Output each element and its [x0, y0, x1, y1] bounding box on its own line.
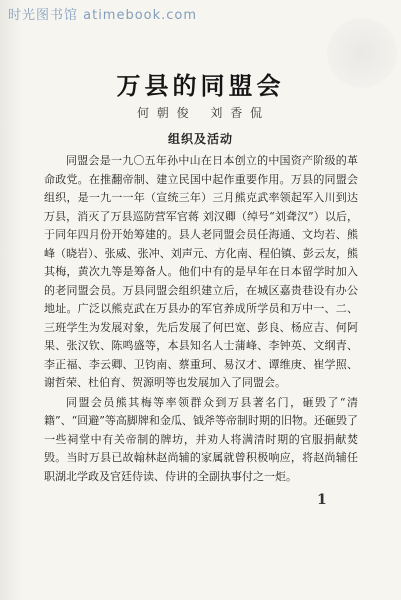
site-watermark: 时光图书馆 atimebook.com	[8, 8, 198, 23]
paragraph: 同盟会是一九〇五年孙中山在日本创立的中国资产阶级的革命政党。在推翻帝制、建立民国中起作重要作用。万县的同盟会组织，是一九一一年（宣统三年）三月熊克武率领起军入川到达万县，消灭了万县巡防营军官蒋 刘汉卿（绰号“刘聋汉”）以后，于同年四月份开始筹建的。县人老同盟会员任海通、文均若、熊峰（晓岩）、张威、张冲、刘声元、方化南、程伯镇、彭云友，熊其梅，黄次九等是筹备人。他们中有的是早年在日本留学时加入的老同盟会员。万县同盟会组织建立后，在城区嘉贵巷设有办公地址。广泛以熊克武在万县办的军官养成所学员和万中一、二、三班学生为发展对象，先后发展了何巴宽、彭良、杨应吉、何阿果、张汉钦、陈鸣盛等，本县知名人士蒲峰、李钟英、文纲青、李正福、李云卿、卫钧南、蔡重珂、易汉才、谭维庚、崔学照、谢哲荣、杜伯育、贺源明等也发展加入了同盟会。	[44, 154, 358, 389]
paragraph: 同盟会员熊其梅等率领群众到万县著名门，砸毁了“清籍”、“回避”等高脚牌和金瓜、钺斧等帝制时期的旧物。还砸毁了一些祠堂中有关帝制的牌坊，并劝人将满清时期的官服捐献焚毁。当时万县已故翰林赵尚辅的家属就曾积极响应，将赵尚辅任职湖北学政及官廷侍读、侍讲的全副执事付之一炬。	[44, 395, 358, 483]
article-body	[44, 152, 358, 486]
page-title: 万县的同盟会	[116, 71, 285, 100]
author-line: 何 朝 俊 刘 香 侃	[136, 106, 265, 120]
section-heading: 组织及活动	[167, 132, 233, 146]
page-number: 1	[317, 492, 327, 508]
